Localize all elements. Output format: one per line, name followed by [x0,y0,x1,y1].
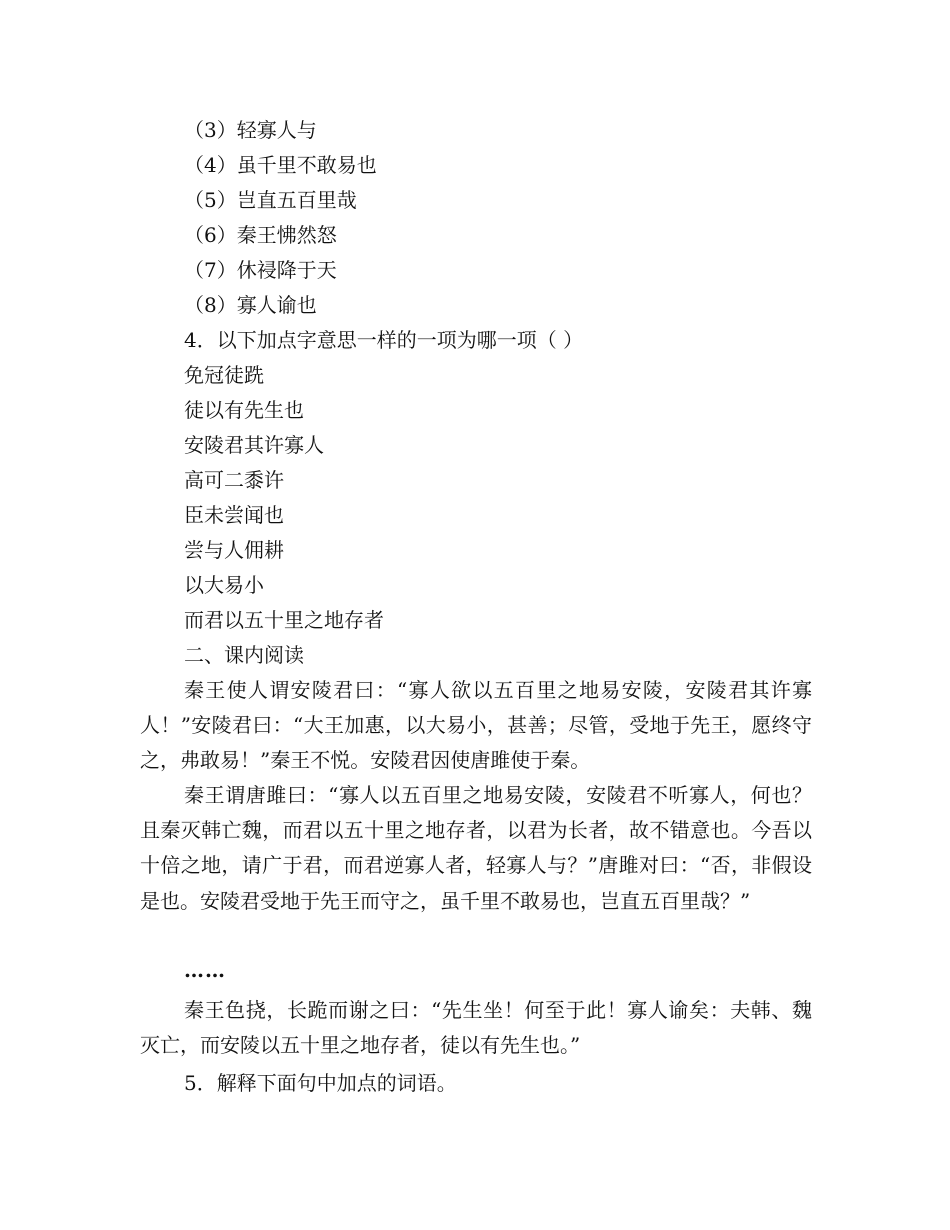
q4-option: 而君以五十里之地存者 [184,608,384,632]
q4-option: 安陵君其许寡人 [184,433,324,457]
section-2-title: 二、课内阅读 [184,643,304,667]
q4-option: 臣未尝闻也 [184,503,284,527]
item-5: （5）岂直五百里哉 [184,188,357,212]
passage-paragraph-2: 秦王谓唐雎曰：“寡人以五百里之地易安陵，安陵君不听寡人，何也？且秦灭韩亡魏，而君以五十里之地存者，以君为长者，故不错意也。今吾以十倍之地，请广于君，而君逆寡人者，轻寡人与？”唐雎对曰：“否，非假设是也。安陵君受地于先王而守之，虽千里不敢易也，岂直五百里哉？” [140,783,812,913]
passage-paragraph-3: 秦王色挠，长跪而谢之曰：“先生坐！何至于此！寡人谕矣：夫韩、魏灭亡，而安陵以五十里之地存者，徒以有先生也。” [140,998,812,1058]
passage-paragraph-1: 秦王使人谓安陵君曰：“寡人欲以五百里之地易安陵，安陵君其许寡人！”安陵君曰：“大王加惠，以大易小，甚善；尽管，受地于先王，愿终守之，弗敢易！”秦王不悦。安陵君因使唐雎使于秦。 [140,678,812,773]
q4-option: 徒以有先生也 [184,398,304,422]
item-4: （4）虽千里不敢易也 [184,153,377,177]
q4-option: 免冠徒跣 [184,363,264,387]
q4-option: 高可二黍许 [184,468,284,492]
question-4-stem: 4．以下加点字意思一样的一项为哪一项（ ） [184,328,584,352]
item-8: （8）寡人谕也 [184,293,317,317]
q4-option: 以大易小 [184,573,264,597]
item-6: （6）秦王怫然怒 [184,223,337,247]
question-5-stem: 5．解释下面句中加点的词语。 [184,1071,457,1095]
item-7: （7）休祲降于天 [184,258,337,282]
item-3: （3）轻寡人与 [184,118,317,142]
passage-ellipsis: …… [184,958,226,982]
q4-option: 尝与人佣耕 [184,538,284,562]
